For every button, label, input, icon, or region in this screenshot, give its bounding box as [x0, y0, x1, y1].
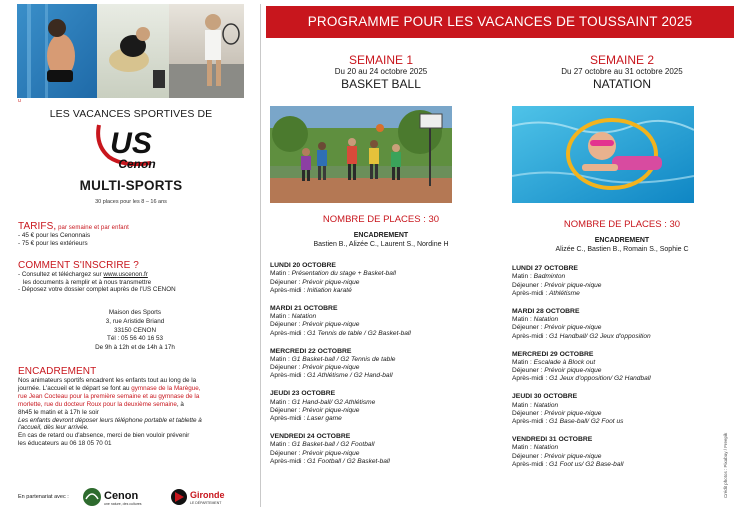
apres-midi-line: Après-midi : G1 Football / G2 Basket-ball: [270, 458, 390, 466]
encadrement-line: rue Jean Cocteau pour la première semaine et au gymnase de la: [18, 392, 200, 400]
apres-midi-line: Après-midi : G1 Jeux d'opposition/ G2 Handball: [512, 375, 651, 383]
address-line: 3, rue Aristide Briand: [105, 317, 165, 325]
schedule-day: [512, 265, 738, 298]
gironde-partner-tagline: LE DÉPARTEMENT: [190, 501, 222, 505]
matin-line: Matin : Natation: [512, 316, 559, 324]
apres-midi-line: Après-midi : Laser game: [270, 415, 342, 423]
cenon-partner-logo: [82, 486, 146, 508]
encadrement-line: 8h45 le matin et à 17h le soir: [18, 408, 99, 416]
cenon-partner-name: Cenon: [104, 490, 139, 502]
program-name: MULTI-SPORTS: [79, 178, 183, 193]
day-date: VENDREDI 31 OCTOBRE: [512, 436, 593, 444]
right-column: [263, 0, 738, 511]
schedule-day: [512, 436, 738, 469]
schedule-day: [512, 308, 738, 341]
encadrement-heading: ENCADREMENT: [594, 237, 650, 244]
week-2-header: [507, 54, 737, 91]
dejeuner-line: Déjeuner : Prévoir pique-nique: [512, 409, 602, 417]
cenon-partner-tagline: une nature, des cultures: [104, 502, 142, 506]
address-line: Maison des Sports: [108, 309, 162, 316]
dejeuner-line: Déjeuner : Prévoir pique-nique: [512, 367, 602, 375]
day-date: MERCREDI 29 OCTOBRE: [512, 350, 594, 358]
week-2-places: NOMBRE DE PLACES : 30: [563, 219, 681, 230]
inscription-line: - Consultez et téléchargez sur www.uscenon.fr: [18, 271, 148, 278]
apres-midi-line: Après-midi : G1 Base-ball/ G2 Foot us: [512, 418, 624, 426]
matin-line: Matin : Natation: [512, 401, 559, 409]
inscription-line: les documents à remplir et à nous transmettre: [23, 278, 152, 286]
logo-us-text: US: [110, 127, 152, 160]
us-cenon-logo: [93, 121, 169, 171]
address-line: 33150 CENON: [114, 326, 156, 334]
program-banner: PROGRAMME POUR LES VACANCES DE TOUSSAINT 2025: [266, 6, 734, 38]
week-1-places: NOMBRE DE PLACES : 30: [322, 214, 440, 225]
encadrement-line: journée. L'accueil et le départ se font au gymnase de la Marègue,: [18, 384, 201, 392]
week-1-schedule: [270, 262, 498, 476]
day-date: MERCREDI 22 OCTOBRE: [270, 347, 352, 355]
address-line: De 9h à 12h et de 14h à 17h: [95, 344, 175, 352]
week-2-encadrement: [507, 236, 737, 254]
encadrement-line: les éducateurs au 06 18 05 70 01: [18, 440, 112, 448]
week-1-header: [266, 54, 496, 91]
schedule-day: [512, 351, 738, 384]
schedule-day: [270, 433, 498, 466]
encadrement-line: En cas de retard ou d'absence, merci de bien vouloir prévenir: [18, 432, 190, 440]
tarif-line: - 45 € pour les Cenonnais: [18, 232, 91, 239]
week-dates: Du 20 au 24 octobre 2025: [334, 67, 428, 76]
inscription-heading: COMMENT S'INSCRIRE ?: [18, 260, 139, 271]
apres-midi-line: Après-midi : G1 Tennis de table / G2 Basket-ball: [270, 329, 411, 337]
address-line: Tél : 05 56 40 16 53: [106, 335, 163, 343]
encadrement-section: [18, 366, 258, 448]
gironde-partner-name: Gironde: [190, 490, 225, 500]
schedule-day: [270, 348, 498, 381]
day-date: MARDI 28 OCTOBRE: [512, 307, 580, 315]
apres-midi-line: Après-midi : G1 Foot us/ G2 Base-ball: [512, 461, 624, 469]
day-date: LUNDI 20 OCTOBRE: [270, 262, 336, 269]
column-divider: [260, 4, 261, 507]
tarifs-section: [18, 221, 258, 248]
apres-midi-line: Après-midi : G1 Athlétisme / G2 Hand-ball: [270, 372, 393, 380]
day-date: MARDI 21 OCTOBRE: [270, 304, 338, 312]
matin-line: Matin : G1 Basket-ball / G2 Football: [270, 441, 375, 449]
schedule-day: [270, 390, 498, 423]
tarifs-heading: TARIFS, par semaine et par enfant: [18, 221, 129, 232]
left-column: [0, 0, 262, 511]
partners-row: [18, 484, 262, 508]
day-date: LUNDI 27 OCTOBRE: [512, 265, 578, 272]
matin-line: Matin : Natation: [512, 444, 559, 452]
hero-photo-collage: [17, 4, 244, 98]
matin-line: Matin : Natation: [270, 313, 317, 321]
dejeuner-line: Déjeuner : Prévoir pique-nique: [270, 364, 360, 372]
schedule-day: [512, 393, 738, 426]
week-sport: BASKET BALL: [341, 77, 421, 91]
apres-midi-line: Après-midi : G1 Handball/ G2 Jeux d'opposition: [512, 332, 651, 340]
swimming-photo: [512, 106, 694, 203]
week-1-encadrement: [266, 231, 496, 249]
encadrement-heading: ENCADREMENT: [18, 366, 97, 377]
dejeuner-line: Déjeuner : Prévoir pique-nique: [512, 324, 602, 332]
apres-midi-line: Après-midi : Initiation karaté: [270, 286, 352, 294]
basketball-photo: [270, 106, 452, 203]
day-date: VENDREDI 24 OCTOBRE: [270, 433, 351, 441]
lead-title: LES VACANCES SPORTIVES DE: [49, 108, 213, 120]
dejeuner-line: Déjeuner : Prévoir pique-nique: [512, 452, 602, 460]
dejeuner-line: Déjeuner : Prévoir pique-nique: [270, 406, 360, 414]
address-block: [60, 309, 210, 353]
week-dates: Du 27 octobre au 31 octobre 2025: [561, 67, 683, 76]
week-sport: NATATION: [593, 77, 651, 91]
encadrement-line: morlette, rue du docteur Roux pour la deuxième semaine, à: [18, 400, 184, 408]
encadrement-heading: ENCADREMENT: [353, 232, 409, 239]
dejeuner-line: Déjeuner : Prévoir pique-nique: [270, 321, 360, 329]
small-mark: u: [18, 98, 21, 104]
week-2-schedule: [512, 265, 738, 479]
encadrement-names: Alizée C., Bastien B., Romain S., Sophie C: [555, 246, 689, 253]
encadrement-names: Bastien B., Alizée C., Laurent S., Nordine H: [313, 241, 449, 248]
gironde-partner-logo: [170, 486, 240, 508]
uscenon-link[interactable]: www.uscenon.fr: [103, 271, 148, 278]
day-date: JEUDI 23 OCTOBRE: [270, 390, 336, 398]
inscription-line: - Déposez votre dossier complet auprès de l'US CENON: [18, 286, 176, 294]
matin-line: Matin : G1 Hand-ball/ G2 Athlétisme: [270, 398, 376, 406]
logo-cenon-text: Cenon: [118, 157, 156, 171]
places-note: 30 places pour les 8 – 16 ans: [95, 199, 167, 205]
schedule-day: [270, 262, 498, 295]
week-title: SEMAINE 1: [348, 53, 414, 67]
day-date: JEUDI 30 OCTOBRE: [512, 393, 578, 401]
apres-midi-line: Après-midi : Athlétisme: [512, 289, 580, 297]
tarif-line: - 75 € pour les extérieurs: [18, 240, 88, 247]
encadrement-line: Les enfants devront déposer leurs téléphone portable et tablette à: [18, 416, 202, 424]
dejeuner-line: Déjeuner : Prévoir pique-nique: [270, 449, 360, 457]
dejeuner-line: Déjeuner : Prévoir pique-nique: [512, 281, 602, 289]
matin-line: Matin : G1 Basket-ball / G2 Tennis de table: [270, 355, 396, 363]
encadrement-line: Nos animateurs sportifs encadrent les enfants tout au long de la: [18, 377, 197, 384]
inscription-section: [18, 260, 258, 294]
matin-line: Matin : Escalade à Block out: [512, 358, 596, 366]
matin-line: Matin : Badminton: [512, 273, 566, 281]
partners-label: En partenariat avec :: [18, 494, 69, 500]
week-title: SEMAINE 2: [589, 53, 655, 67]
encadrement-line: l'accueil, dès leur arrivée.: [18, 424, 89, 432]
matin-line: Matin : Présentation du stage + Basket-ball: [270, 270, 396, 278]
schedule-day: [270, 305, 498, 338]
photo-credit: Crédit photos : Pixabay / Freepik: [723, 432, 728, 498]
dejeuner-line: Déjeuner : Prévoir pique-nique: [270, 278, 360, 286]
